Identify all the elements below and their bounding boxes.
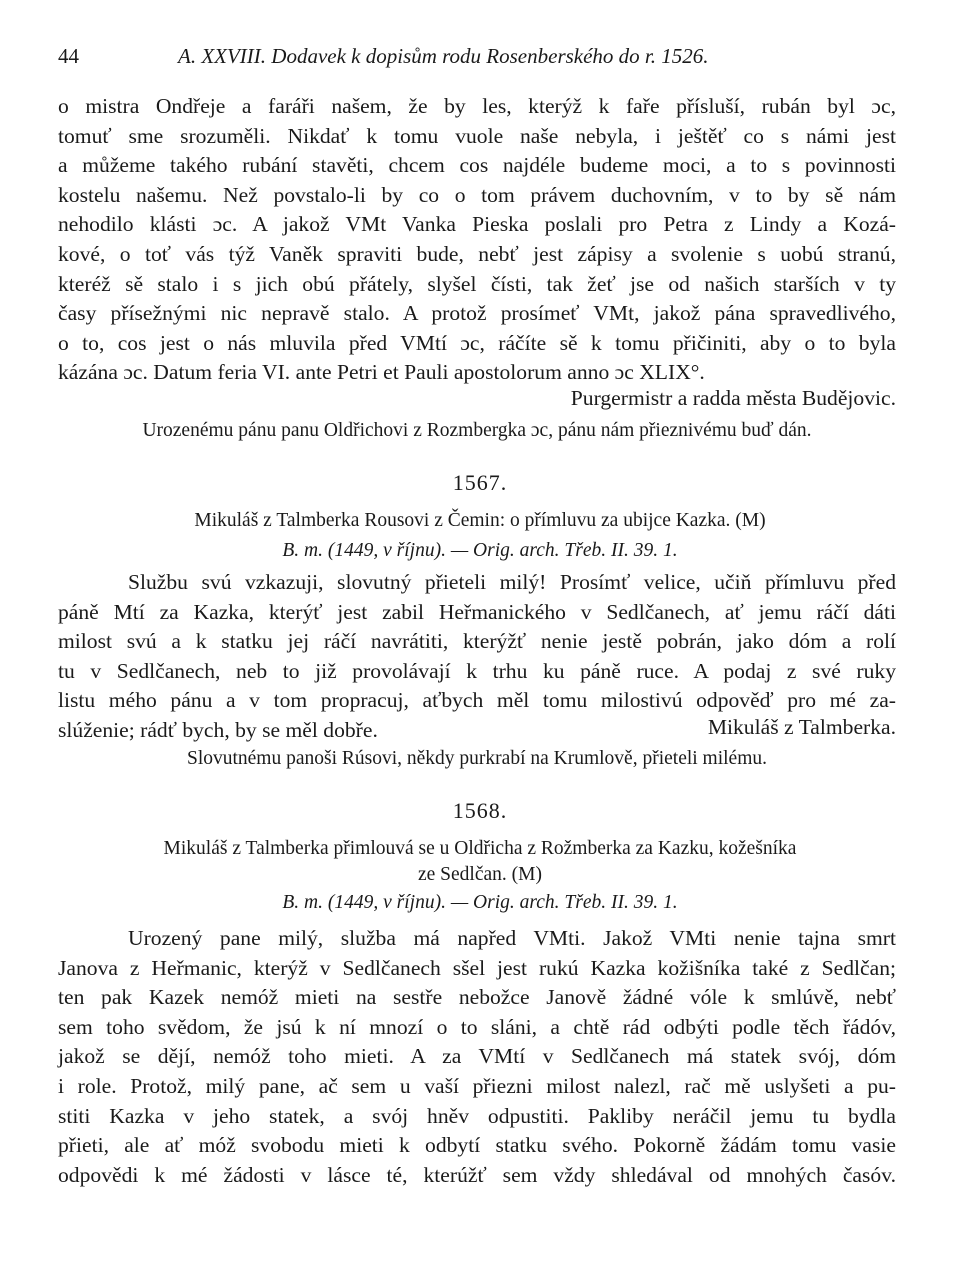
source-note: B. m. (1449, v říjnu). — Orig. arch. Třeb. II. 39. 1. — [282, 540, 678, 561]
text-line: o to, cos jest o nás mluvila před VMtí ɔc, ráčíte sě k tomu přičiniti, aby o to byla — [58, 330, 896, 355]
letter-number: 1567. — [452, 470, 508, 495]
text-line: o mistra Ondřeje a faráři našem, že by les, kterýž k faře přísluší, rubán byl ɔc, — [58, 94, 896, 118]
letter-1-body — [58, 92, 896, 388]
text-line: tu v Sedlčanech, neb to již provolávají k trhu ku páně ruce. A podaj z své ruky — [58, 658, 896, 683]
text-line: listu mého pánu a v tom propracuj, aťbych měl tomu milostivú odpověď pro mé za- — [58, 688, 896, 713]
text-line: stiti Kazka v jeho statek, a svój hněv odpustiti. Pakliby neráčil jemu tu bydla — [58, 1103, 896, 1128]
text-line: kostelu našemu. Než povstalo-li by co o tom právem duchovním, v to by sě nám — [58, 182, 896, 207]
text-line: přieti, ale ať móž svobodu mieti k odbytí statku svého. Pokorně žádám tomu vasie — [58, 1133, 896, 1158]
letter-3-body — [58, 924, 896, 1190]
heading-line: ze Sedlčan. (M) — [418, 864, 542, 885]
text-line: i role. Protož, milý pane, ač sem u vaší přiezni milost nalezl, rač mě uslyšeti a pu- — [58, 1073, 896, 1098]
text-line: nehodilo klásti ɔc. A jakož VMt Vanka Pieska poslali pro Petra z Lindy a Kozá- — [58, 212, 896, 237]
text-line: odpovědi k mé žádosti v lásce té, kterúžť sem vždy shledával od mnohých časóv. — [58, 1162, 896, 1187]
text-line: Urozený pane milý, služba má napřed VMti. Jakož VMti nenie tajna smrt — [128, 926, 896, 950]
text-line: Janova z Heřmanic, kterýž v Sedlčanech sšel jest rukú Kazka kožišníka také z Sedlčan; — [58, 955, 896, 980]
text-line: slúženie; rádť bych, by se měl dobře. — [58, 717, 378, 742]
source-note: B. m. (1449, v říjnu). — Orig. arch. Třeb. II. 39. 1. — [282, 892, 678, 913]
text-line: kázána ɔc. Datum feria VI. ante Petri et Pauli apostolorum anno ɔc XLIX°. — [58, 360, 705, 385]
text-line: páně Mtí za Kazka, kterýť jest zabil Heřmanického v Sedlčanech, ať jemu ráčí dáti — [58, 599, 896, 624]
text-line: Službu svú vzkazuji, slovutný přieteli milý! Prosímť velice, učiň přímluvu před — [128, 570, 896, 594]
text-line: tomuť sme srozuměli. Nikdať k tomu vuole naše nebyla, i ještěť co s námi jest — [58, 123, 896, 148]
text-line: časy přísežnými nic nepravě stalo. A protož prosímeť VMt, jakož pána spravedlivého, — [58, 301, 896, 326]
letter-heading: Mikuláš z Talmberka Rousovi z Čemin: o přímluvu za ubijce Kazka. (M) — [194, 510, 766, 531]
text-line: kteréž sě stalo i s jich obú přátely, slyšel čísti, tak žeť jse od našich starších v ty — [58, 271, 896, 296]
text-line: jakož se dějí, nemóž toho mieti. A za VMtí v Sedlčanech má statek svój, dóm — [58, 1044, 896, 1069]
page-number: 44 — [58, 44, 79, 68]
letter-1-signature: Purgermistr a radda města Budějovic. — [570, 386, 896, 410]
text-line: kové, o toť vás týž Vaněk spraviti bude, nebť jest zápisy a svolenie s uobú stranú, — [58, 241, 896, 266]
letter-number: 1568. — [452, 798, 508, 823]
running-header — [58, 44, 902, 74]
text-line: ten pak Kazek nemóž mieti na sestře nebožce Janově žádné vóle k smlúvě, nebť — [58, 985, 896, 1010]
running-title: A. XXVIII. Dodavek k dopisům rodu Rosenberského do r. 1526. — [178, 44, 709, 68]
heading-line: Mikuláš z Talmberka přimlouvá se u Oldřicha z Rožmberka za Kazku, kožešníka — [163, 838, 797, 859]
text-line: milost svú a k statku jej ráčí navrátiti, kterýžť nenie jestě pobrán, jako dóm a rolí — [58, 629, 896, 654]
letter-heading — [100, 836, 860, 888]
letter-2-signature: Mikuláš z Talmberka. — [707, 715, 896, 739]
letter-2-address: Slovutnému panoši Rúsovi, někdy purkrabí na Krumlově, přieteli milému. — [186, 748, 768, 769]
text-line: a můžeme takého rubání stavěti, chcem cos najdéle budeme moci, a to s povinnosti — [58, 153, 896, 178]
text-line: sem toho svědom, že jsú k ní mnozí o to sláni, a chtě rád odbýti podle těch řádóv, — [58, 1014, 896, 1039]
letter-1-address: Urozenému pánu panu Oldřichovi z Rozmbergka ɔc, pánu nám přieznivému buď dán. — [142, 420, 812, 441]
